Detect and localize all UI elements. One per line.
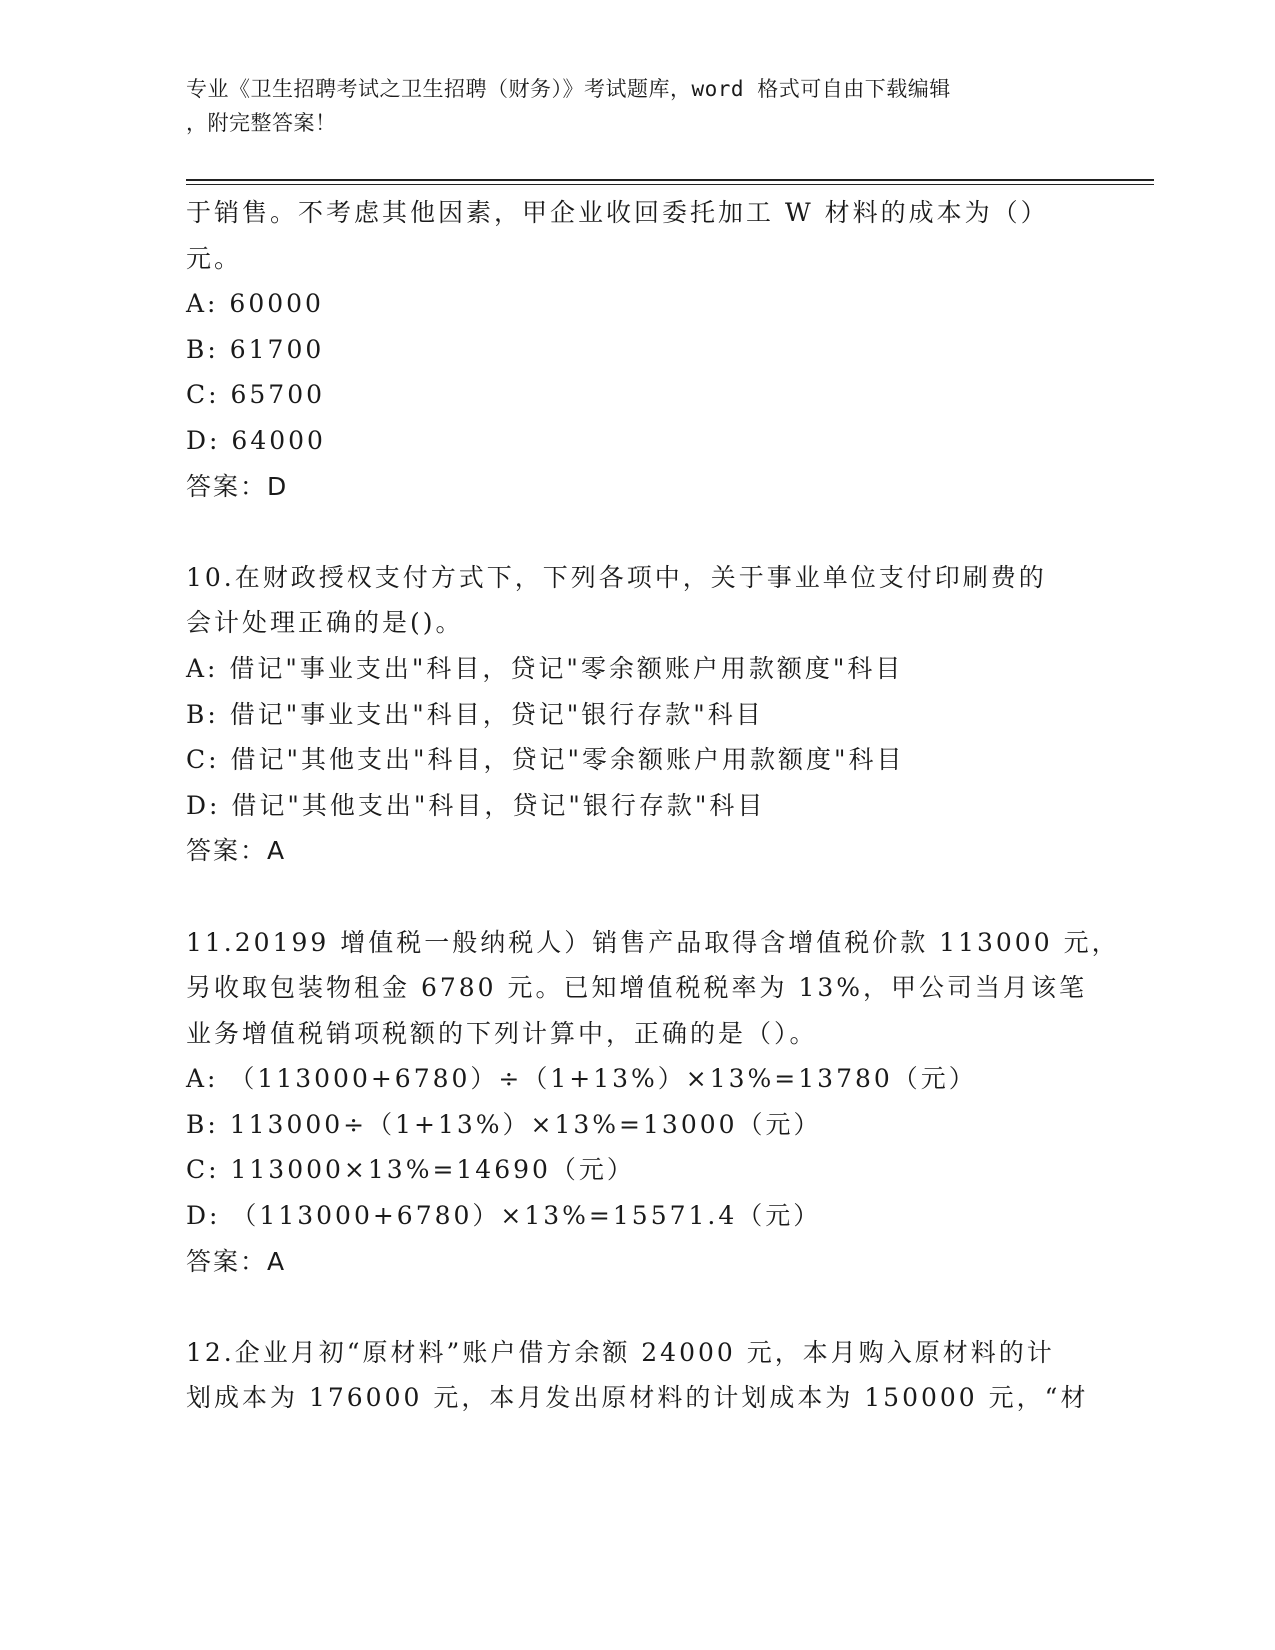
question-11 bbox=[186, 920, 1120, 1285]
spacer bbox=[186, 1284, 1086, 1330]
page-header bbox=[186, 72, 1066, 140]
option-b: B: 113000÷（1+13%）×13%=13000（元） bbox=[186, 1109, 822, 1139]
question-9 bbox=[186, 190, 1086, 509]
answer-line: 答案：A bbox=[186, 1246, 287, 1276]
answer-line: 答案：A bbox=[186, 836, 287, 866]
option-a: A: 借记"事业支出"科目，贷记"零余额账户用款额度"科目 bbox=[186, 653, 904, 683]
document-body bbox=[186, 190, 1120, 1421]
question-12 bbox=[186, 1330, 1089, 1421]
option-a: A: 60000 bbox=[186, 289, 324, 319]
option-a: A: （113000+6780）÷（1+13%）×13%=13780（元） bbox=[186, 1064, 977, 1094]
header-divider bbox=[186, 179, 1154, 181]
option-d: D: 64000 bbox=[186, 425, 326, 455]
option-c: C: 113000×13%=14690（元） bbox=[186, 1155, 635, 1185]
question-stem-line: 11.20199 增值税一般纳税人）销售产品取得含增值税价款 113000 元， bbox=[186, 927, 1120, 957]
answer-line: 答案：D bbox=[186, 471, 289, 501]
question-stem-line: 10.在财政授权支付方式下，下列各项中，关于事业单位支付印刷费的 bbox=[186, 562, 1047, 592]
spacer bbox=[186, 874, 1086, 920]
option-c: C: 65700 bbox=[186, 380, 326, 410]
option-c: C: 借记"其他支出"科目，贷记"零余额账户用款额度"科目 bbox=[186, 745, 905, 775]
question-stem-line: 元。 bbox=[186, 243, 243, 273]
header-divider-thin bbox=[186, 184, 1154, 185]
option-b: B: 借记"事业支出"科目，贷记"银行存款"科目 bbox=[186, 699, 764, 729]
option-d: D: 借记"其他支出"科目，贷记"银行存款"科目 bbox=[186, 790, 766, 820]
question-stem-line: 12.企业月初“原材料”账户借方余额 24000 元，本月购入原材料的计 bbox=[186, 1337, 1055, 1367]
option-d: D: （113000+6780）×13%=15571.4（元） bbox=[186, 1201, 822, 1231]
question-stem-line: 另收取包装物租金 6780 元。已知增值税税率为 13%，甲公司当月该笔 bbox=[186, 973, 1088, 1003]
question-stem-line: 于销售。不考虑其他因素，甲企业收回委托加工 W 材料的成本为（） bbox=[186, 198, 1049, 227]
question-10 bbox=[186, 555, 1086, 874]
spacer bbox=[186, 509, 1086, 555]
option-b: B: 61700 bbox=[186, 334, 325, 364]
question-stem-line: 会计处理正确的是()。 bbox=[186, 608, 464, 638]
question-stem-line: 业务增值税销项税额的下列计算中，正确的是（）。 bbox=[186, 1018, 818, 1048]
header-line-2: ，附完整答案！ bbox=[186, 111, 337, 135]
header-line-1: 专业《卫生招聘考试之卫生招聘（财务）》考试题库，word 格式可自由下载编辑 bbox=[186, 77, 951, 101]
question-stem-line: 划成本为 176000 元，本月发出原材料的计划成本为 150000 元，“材 bbox=[186, 1383, 1089, 1413]
